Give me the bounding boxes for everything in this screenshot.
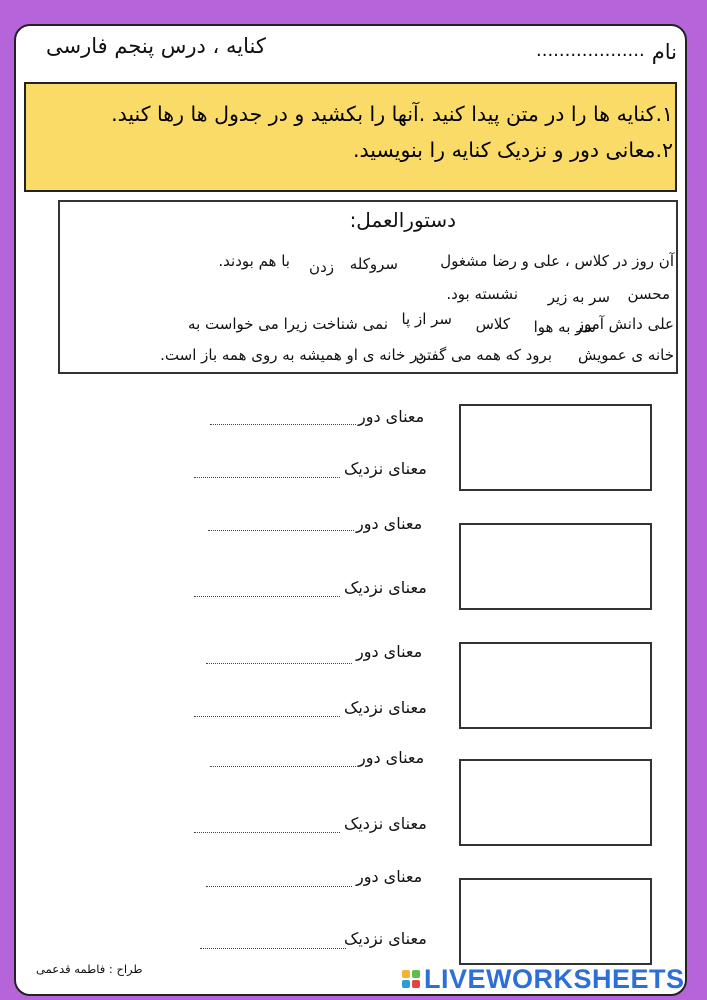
near-meaning-label: معنای نزدیک	[344, 698, 427, 717]
instruction-line-2: ۲.معانی دور و نزدیک کنایه را بنویسید.	[353, 138, 673, 162]
instructions-box	[24, 82, 677, 192]
passage-line-2-start: محسن	[627, 285, 670, 303]
liveworksheets-logo-text: LIVEWORKSHEETS	[424, 963, 685, 994]
draggable-sar-be-zir[interactable]: سر به زیر	[547, 288, 610, 306]
near-meaning-label: معنای نزدیک	[344, 459, 427, 478]
far-meaning-label: معنای دور	[356, 514, 423, 533]
passage-line-4-end: در خانه ی او همیشه به روی همه باز است.	[160, 346, 424, 364]
passage-line-4-mid: برود که همه می گفتن	[415, 346, 552, 364]
draggable-sarokalle[interactable]: سروکله	[349, 255, 398, 273]
worksheet-title: کنایه ، درس پنجم فارسی	[46, 34, 266, 58]
instruction-line-1: ۱.کنایه ها را در متن پیدا کنید .آنها را بکشید و در جدول ها رها کنید.	[111, 102, 673, 126]
worksheet-page	[14, 24, 687, 996]
name-label: نام	[651, 40, 677, 64]
far-meaning-input[interactable]	[206, 885, 352, 887]
passage-title: دستورالعمل:	[349, 208, 456, 232]
draggable-zadan[interactable]: زدن	[309, 258, 334, 276]
passage-line-3-mid1: کلاس	[475, 315, 510, 333]
near-meaning-input[interactable]	[194, 595, 340, 597]
passage-box	[58, 200, 678, 374]
passage-line-3-mid2: نمی شناخت زیرا می خواست به	[188, 315, 388, 333]
draggable-sar-az-pa[interactable]: سر از پا	[401, 310, 452, 328]
drop-box-1[interactable]	[459, 404, 652, 491]
designer-credit: طراح : فاطمه قدعمی	[36, 962, 143, 976]
drop-box-3[interactable]	[459, 642, 652, 729]
near-meaning-input[interactable]	[200, 947, 346, 949]
name-input-line[interactable]: ...................	[536, 40, 645, 61]
passage-line-2-end: نشسته بود.	[446, 285, 518, 303]
near-meaning-input[interactable]	[194, 831, 340, 833]
far-meaning-label: معنای دور	[358, 407, 425, 426]
drop-box-2[interactable]	[459, 523, 652, 610]
liveworksheets-logo-icon	[402, 970, 420, 988]
far-meaning-input[interactable]	[208, 529, 354, 531]
passage-line-1-end: با هم بودند.	[218, 252, 290, 270]
far-meaning-input[interactable]	[206, 662, 352, 664]
draggable-sar-be-hava[interactable]: سر به هوا	[533, 318, 596, 336]
near-meaning-label: معنای نزدیک	[344, 578, 427, 597]
passage-line-3-start: علی دانش آموز	[576, 315, 674, 333]
far-meaning-label: معنای دور	[356, 642, 423, 661]
far-meaning-label: معنای دور	[358, 748, 425, 767]
far-meaning-input[interactable]	[210, 765, 356, 767]
near-meaning-input[interactable]	[194, 476, 340, 478]
far-meaning-label: معنای دور	[356, 867, 423, 886]
passage-line-1: آن روز در کلاس ، علی و رضا مشغول	[440, 252, 674, 270]
near-meaning-input[interactable]	[194, 715, 340, 717]
near-meaning-label: معنای نزدیک	[344, 814, 427, 833]
drop-box-5[interactable]	[459, 878, 652, 965]
liveworksheets-logo	[402, 964, 685, 994]
drop-box-4[interactable]	[459, 759, 652, 846]
near-meaning-label: معنای نزدیک	[344, 929, 427, 948]
passage-line-4-start: خانه ی عمویش	[577, 346, 674, 364]
far-meaning-input[interactable]	[210, 423, 356, 425]
